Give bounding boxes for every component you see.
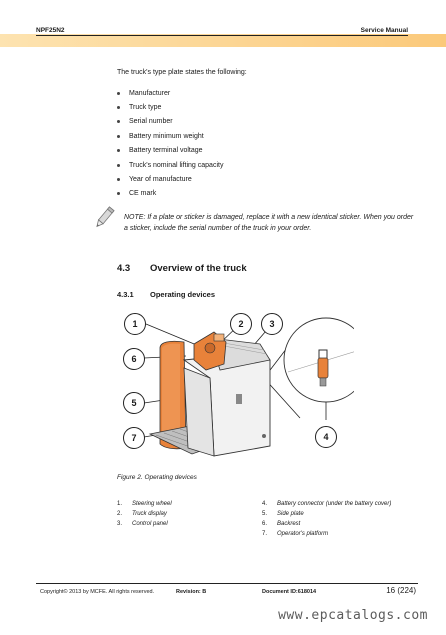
footer-document: Document ID:618014 [262, 589, 317, 595]
section-title: Overview of the truck [150, 263, 247, 274]
bullet-icon [117, 135, 120, 138]
list-item: 2. Truck display [117, 511, 167, 517]
header-model: NPF25N2 [36, 27, 65, 34]
subsection-number: 4.3.1 [117, 290, 134, 299]
list-item: 3. Control panel [117, 521, 168, 527]
page-number: 16 (224) [386, 586, 416, 595]
bullet-icon [117, 164, 120, 167]
callout-1: 1 [124, 313, 146, 335]
header-rule [36, 35, 408, 36]
component-list-left [117, 499, 172, 529]
type-plate-list [117, 86, 223, 201]
callout-7: 7 [123, 427, 145, 449]
callout-4: 4 [315, 426, 337, 448]
callout-6: 6 [123, 348, 145, 370]
list-item: 7. Operator's platform [262, 531, 329, 537]
list-item: Serial number [117, 115, 223, 129]
note-text: NOTE: If a plate or sticker is damaged, replace it with a new identical sticker. When you order a sticker, include the serial number of the truck in your order. [124, 214, 414, 232]
pencil-icon [92, 205, 116, 236]
footer-copyright: Copyright© 2013 by MCFE. All rights reserved. [40, 589, 155, 595]
footer-revision: Revision: B [176, 589, 207, 595]
footer-rule [36, 583, 418, 584]
figure-caption: Figure 2. Operating devices [117, 474, 197, 481]
bullet-icon [117, 92, 120, 95]
callout-2: 2 [230, 313, 252, 335]
list-item: Year of manufacture [117, 172, 223, 186]
intro-text: The truck's type plate states the following: [117, 69, 247, 76]
callout-3: 3 [261, 313, 283, 335]
list-item: Truck type [117, 100, 223, 114]
truck-figure [114, 308, 354, 468]
bullet-icon [117, 149, 120, 152]
list-item: Truck's nominal lifting capacity [117, 158, 223, 172]
component-list-right [262, 499, 391, 539]
bullet-icon [117, 178, 120, 181]
list-item: 6. Backrest [262, 521, 301, 527]
list-item: 5. Side plate [262, 511, 304, 517]
callout-5: 5 [123, 392, 145, 414]
list-item: Manufacturer [117, 86, 223, 100]
watermark: www.epcatalogs.com [278, 608, 428, 623]
list-item: Battery minimum weight [117, 129, 223, 143]
list-item: 4. Battery connector (under the battery cover) [262, 501, 392, 507]
section-number: 4.3 [117, 263, 131, 274]
list-item: 1. Steering wheel [117, 501, 172, 507]
subsection-title: Operating devices [150, 290, 216, 299]
list-item: CE mark [117, 187, 223, 201]
header-manual-title: Service Manual [360, 27, 408, 34]
page-header [0, 0, 446, 50]
list-item: Battery terminal voltage [117, 144, 223, 158]
bullet-icon [117, 192, 120, 195]
bullet-icon [117, 106, 120, 109]
bullet-icon [117, 120, 120, 123]
